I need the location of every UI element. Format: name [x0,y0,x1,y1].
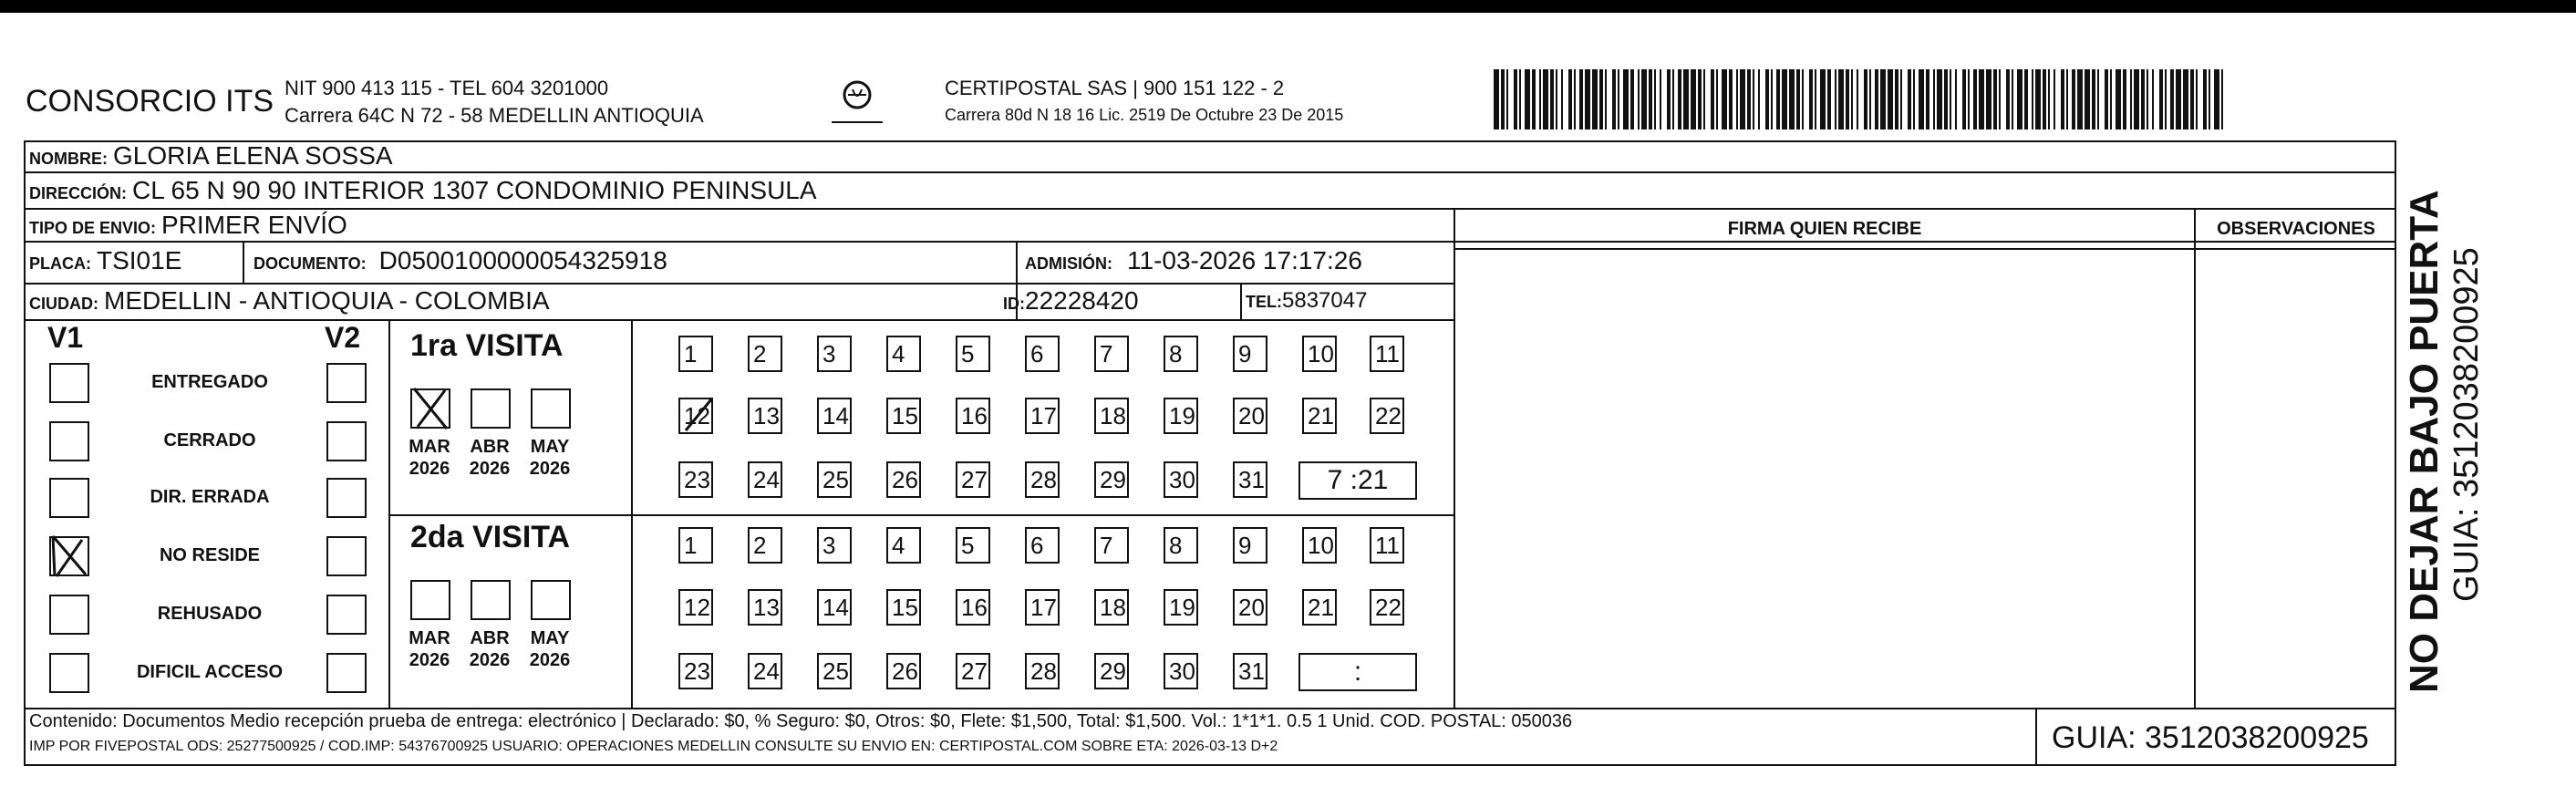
day-box[interactable]: 14 [817,589,852,626]
day-box[interactable]: 16 [956,589,990,626]
day-box[interactable]: 18 [1094,589,1129,626]
day-box[interactable]: 24 [748,653,782,689]
v2-checkbox[interactable] [326,478,367,518]
day-box[interactable]: 31 [1233,461,1267,498]
handwritten-mark-icon [47,531,93,582]
day-box[interactable]: 22 [1370,398,1404,434]
top-border [0,0,2576,13]
side-guia: GUIA: 3512038200925 [2447,247,2486,602]
day-box[interactable]: 4 [886,336,921,372]
day-box[interactable]: 11 [1370,527,1404,564]
carrier-name: CERTIPOSTAL SAS | 900 151 122 - 2 [945,77,1285,99]
v1-checkbox[interactable] [49,421,89,461]
day-box[interactable]: 17 [1025,589,1060,626]
v1-header: V1 [47,321,84,354]
v2-checkbox[interactable] [326,421,367,461]
footer-content: Contenido: Documentos Medio recepción prueba de entrega: electrónico | Declarado: $0, % Seguro: $0, Otros: $0, Flete: $1,500, Total: $1,500. Vol.: 1*1*1. 0.5 1 Unid. COD. POSTAL: 050036 [29,711,1573,731]
v2-checkbox[interactable] [326,536,367,576]
day-box[interactable]: 5 [956,336,990,372]
day-box[interactable]: 19 [1164,398,1198,434]
certipostal-logo [812,77,903,129]
side-warning: NO DEJAR BAJO PUERTA [2402,190,2447,693]
visit-divider [390,514,1454,516]
v2-checkbox[interactable] [326,653,367,693]
day-box[interactable]: 5 [956,527,990,564]
footer-print-info: IMP POR FIVEPOSTAL ODS: 25277500925 / COD.IMP: 54376700925 USUARIO: OPERACIONES MEDELLIN CONSULTE SU ENVIO EN: CERTIPOSTAL.COM SOBRE ETA: 2026-03-13 D+2 [29,739,1278,754]
day-box[interactable]: 22 [1370,589,1404,626]
day-box[interactable]: 13 [748,398,782,434]
placa-field: PLACA: TSI01E [29,246,182,274]
day-box[interactable]: 7 [1094,527,1129,564]
day-box[interactable]: 27 [956,653,990,689]
day-box[interactable]: 2 [748,527,782,564]
side-guia-wrap [2447,146,2493,711]
col-divider [1240,285,1242,319]
tipo-row: TIPO DE ENVIO: PRIMER ENVÍO [29,211,347,239]
day-box[interactable]: 28 [1025,461,1060,498]
time-box[interactable]: 7 :21 [1298,461,1417,500]
day-box[interactable]: 29 [1094,461,1129,498]
firma-header: FIRMA QUIEN RECIBE [1727,219,1922,239]
day-box[interactable]: 6 [1025,336,1060,372]
footer-guia: GUIA: 3512038200925 [2052,720,2369,755]
row-divider [24,241,2396,243]
col-divider [1454,208,1455,709]
month-checkbox[interactable] [471,580,511,620]
barcode [1494,69,2223,129]
day-box[interactable]: 23 [678,653,713,689]
status-label: ENTREGADO [151,372,268,392]
day-box[interactable]: 30 [1164,653,1198,689]
status-label: DIR. ERRADA [150,487,270,507]
day-box[interactable]: 18 [1094,398,1129,434]
day-box[interactable]: 11 [1370,336,1404,372]
day-box[interactable]: 27 [956,461,990,498]
day-box[interactable]: 9 [1233,336,1267,372]
v1-checkbox[interactable] [49,363,89,403]
day-box[interactable]: 21 [1302,398,1337,434]
day-box[interactable]: 13 [748,589,782,626]
day-box[interactable]: 2 [748,336,782,372]
observaciones-header: OBSERVACIONES [2217,219,2375,239]
day-box[interactable]: 25 [817,461,852,498]
col-header-divider [1454,248,2396,250]
company-address: Carrera 64C N 72 - 58 MEDELLIN ANTIOQUIA [284,104,704,127]
day-box[interactable]: 8 [1164,527,1198,564]
month-checkbox[interactable] [410,580,450,620]
day-box[interactable]: 28 [1025,653,1060,689]
row-divider [24,708,2396,709]
day-box[interactable]: 10 [1302,336,1337,372]
day-box[interactable]: 10 [1302,527,1337,564]
row-divider [24,208,2396,210]
status-label: DIFICIL ACCESO [136,662,283,682]
day-box[interactable]: 3 [817,336,852,372]
direccion-row: DIRECCIÓN: CL 65 N 90 90 INTERIOR 1307 CONDOMINIO PENINSULA [29,176,817,204]
nombre-row: NOMBRE: GLORIA ELENA SOSSA [29,141,393,170]
company-nit: NIT 900 413 115 - TEL 604 3201000 [284,77,609,99]
day-box[interactable]: 26 [886,461,921,498]
id-field: ID:22228420 [1003,286,1139,315]
carrier-address: Carrera 80d N 18 16 Lic. 2519 De Octubre 23 De 2015 [945,106,1344,124]
v2-header: V2 [325,321,361,354]
day-box[interactable]: 29 [1094,653,1129,689]
day-box[interactable]: 14 [817,398,852,434]
day-box[interactable]: 25 [817,653,852,689]
documento-field: DOCUMENTO: D0500100000054325918 [253,246,667,274]
day-box[interactable]: 19 [1164,589,1198,626]
month-label: ABR 2026 [469,437,511,479]
day-box[interactable]: 31 [1233,653,1267,689]
v1-checkbox[interactable] [49,478,89,518]
v1-checkbox[interactable] [49,653,89,693]
tel-field: TEL:5837047 [1246,288,1368,313]
side-warning-wrap [2396,146,2451,711]
day-box[interactable]: 9 [1233,527,1267,564]
day-box[interactable]: 15 [886,589,921,626]
day-box[interactable]: 1 [678,336,713,372]
month-checkbox[interactable] [531,388,571,429]
day-box[interactable]: 17 [1025,398,1060,434]
ciudad-field: CIUDAD: MEDELLIN - ANTIOQUIA - COLOMBIA [29,286,550,315]
col-divider [2194,208,2196,709]
status-label: CERRADO [163,430,256,450]
day-box[interactable]: 24 [748,461,782,498]
month-label: MAY 2026 [529,628,571,670]
day-box[interactable]: 4 [886,527,921,564]
month-label: MAY 2026 [529,437,571,479]
time-box[interactable]: : [1298,653,1417,691]
company-name: CONSORCIO ITS [26,84,274,119]
admision-field: ADMISIÓN: 11-03-2026 17:17:26 [1025,246,1362,274]
day-box[interactable]: 7 [1094,336,1129,372]
col-divider [2035,709,2037,766]
status-label: NO RESIDE [159,545,261,565]
month-checkbox[interactable] [531,580,571,620]
col-divider [243,243,244,283]
v2-checkbox[interactable] [326,595,367,635]
first-visit-title: 1ra VISITA [410,328,564,363]
day-box[interactable]: 12 [678,589,713,626]
day-box[interactable]: 23 [678,461,713,498]
second-visit-title: 2da VISITA [410,520,571,554]
day-box[interactable]: 3 [817,527,852,564]
day-box[interactable]: 8 [1164,336,1198,372]
handwritten-mark-icon [678,394,719,438]
month-label: MAR 2026 [409,628,450,670]
month-checkbox[interactable] [471,388,511,429]
day-box[interactable]: 21 [1302,589,1337,626]
month-label: MAR 2026 [409,437,450,479]
v2-checkbox[interactable] [326,363,367,403]
day-box[interactable]: 20 [1233,589,1267,626]
v1-checkbox[interactable] [49,595,89,635]
day-box[interactable]: 30 [1164,461,1198,498]
day-box[interactable]: 26 [886,653,921,689]
month-label: ABR 2026 [469,628,511,670]
day-box[interactable]: 6 [1025,527,1060,564]
row-divider [24,171,2396,173]
status-label: REHUSADO [157,604,263,624]
day-box[interactable]: 1 [678,527,713,564]
day-box[interactable]: 16 [956,398,990,434]
row-divider [24,319,1455,321]
day-box[interactable]: 15 [886,398,921,434]
day-box[interactable]: 20 [1233,398,1267,434]
day-box[interactable]: 12 [678,398,713,434]
handwritten-mark-icon [409,383,454,434]
